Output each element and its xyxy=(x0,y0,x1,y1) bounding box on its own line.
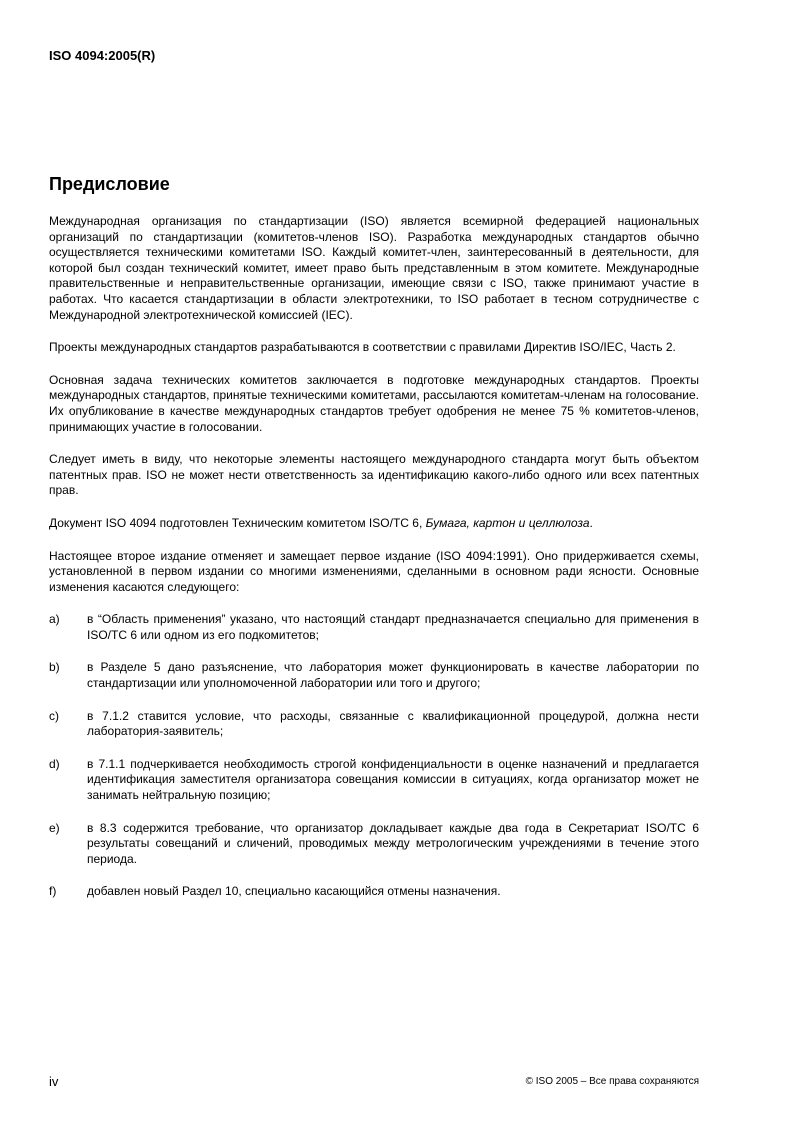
prepared-by-suffix: . xyxy=(589,515,593,530)
list-item xyxy=(49,660,699,691)
page-number: iv xyxy=(49,1074,59,1089)
foreword-body xyxy=(49,214,699,917)
page-title: Предисловие xyxy=(49,174,170,194)
paragraph-patents: Следует иметь в виду, что некоторые элементы настоящего международного стандарта могут быть объектом патентных прав. ISO не может нести ответственность за идентификацию какого-либо одного или всех патентных прав. xyxy=(49,452,699,498)
paragraph-directives: Проекты международных стандартов разрабатываются в соответствии с правилами Директив ISO/IEC, Часть 2. xyxy=(49,340,676,355)
copyright-notice: © ISO 2005 – Все права сохраняются xyxy=(525,1076,699,1087)
list-marker: f) xyxy=(49,884,57,899)
list-item xyxy=(49,709,699,740)
committee-title: Бумага, картон и целлюлоза xyxy=(425,515,590,530)
list-marker: c) xyxy=(49,708,59,723)
list-marker: d) xyxy=(49,756,60,771)
paragraph-changes-intro: Настоящее второе издание отменяет и замещает первое издание (ISO 4094:1991). Оно придерживается схемы, установленной в первом издании со многими изменениями, сделанными в основном ради ясности. Основные изменения касаются следующего: xyxy=(49,548,699,594)
list-item xyxy=(49,757,699,804)
list-marker: e) xyxy=(49,820,60,835)
list-marker: b) xyxy=(49,660,60,675)
list-item-text: в 7.1.1 подчеркивается необходимость строгой конфиденциальности в оценке назначений и предлагается идентификация заместителя организатора совещания комиссии в ситуациях, когда организатор может не занимать нейтральную позицию; xyxy=(87,756,699,803)
list-item-text: в 8.3 содержится требование, что организатор докладывает каждые два года в Секретариат ISO/TC 6 результаты совещаний и сличений, проводимых между метрологическим учреждениями в течение этого периода. xyxy=(87,820,699,866)
paragraph-prepared-by xyxy=(49,516,699,532)
paragraph-committees: Основная задача технических комитетов заключается в подготовке международных стандартов. Проекты международных стандартов, принятые техническими комитетами, рассылаются комитетам-членам на голосование. Их опубликование в качестве международных стандартов требует одобрения не менее 75 % комитетов-членов, принимающих участие в голосовании. xyxy=(49,372,699,434)
list-item xyxy=(49,821,699,868)
list-item xyxy=(49,884,699,900)
document-id-header: ISO 4094:2005(R) xyxy=(49,48,156,63)
list-item-text: добавлен новый Раздел 10, специально касающийся отмены назначения. xyxy=(87,884,501,899)
paragraph-iso-intro: Международная организация по стандартизации (ISO) является всемирной федерацией национальных организаций по стандартизации (комитетов-членов ISO). Разработка международных стандартов обычно осуществляется техническими комитетами ISO. Каждый комитет-член, заинтересованный в деятельности, для которой был создан технический комитет, имеет право быть представленным в этом комитете. Международные правительственные и неправительственные организации, имеющие связи с ISO, также принимают участие в работах. Что касается стандартизации в области электротехники, то ISO работает в тесном сотрудничестве с Международной электротехнической комиссией (IEC). xyxy=(49,214,699,322)
changes-list xyxy=(49,612,699,900)
list-item xyxy=(49,612,699,643)
prepared-by-prefix: Документ ISO 4094 подготовлен Техническим комитетом ISO/TC 6, xyxy=(49,515,426,530)
list-marker: a) xyxy=(49,612,60,627)
list-item-text: в 7.1.2 ставится условие, что расходы, связанные с квалификационной процедурой, должна нести лаборатория-заявитель; xyxy=(87,708,699,739)
list-item-text: в Разделе 5 дано разъяснение, что лаборатория может функционировать в качестве лаборатории по стандартизации или уполномоченной лаборатории или того и другого; xyxy=(87,660,699,691)
list-item-text: в “Область применения” указано, что настоящий стандарт предназначается специально для применения в ISO/TC 6 или одном из его подкомитетов; xyxy=(87,612,699,642)
